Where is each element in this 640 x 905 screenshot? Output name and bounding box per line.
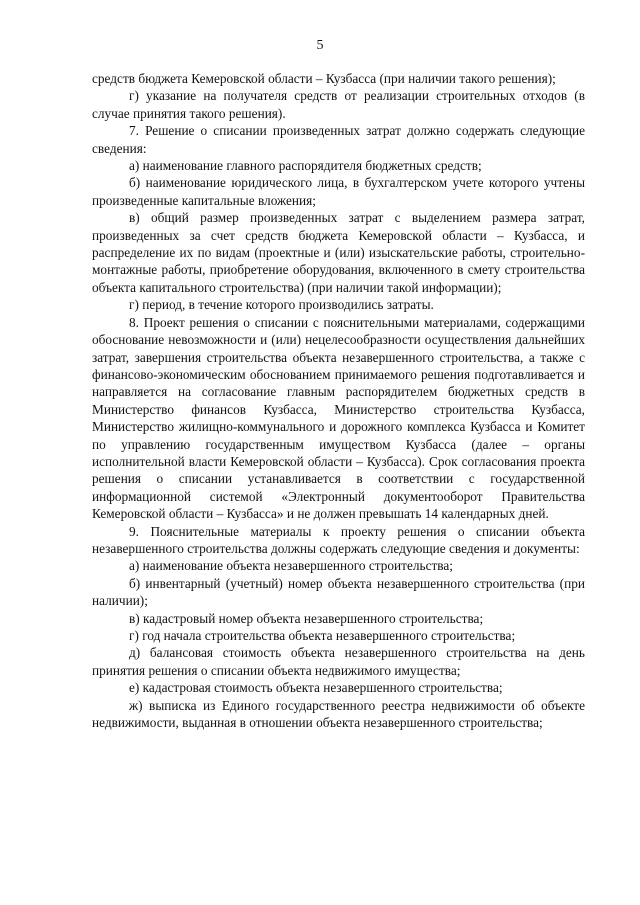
paragraph-9-b: б) инвентарный (учетный) номер объекта незавершенного строительства (при наличии);	[92, 575, 585, 609]
paragraph-9-d: д) балансовая стоимость объекта незавершенного строительства на день принятия решения о списании объекта недвижимого имущества;	[92, 645, 585, 678]
paragraph-9-a: а) наименование объекта незавершенного строительства;	[129, 558, 453, 574]
paragraph-7-v: в) общий размер произведенных затрат с выделением размера затрат, произведенных за счет средств бюджета Кемеровской области – Кузбасса, и распределение их по видам (проектные и (или) изыскательские работы, строительно-монтажные работы, приобретение оборудования, включенного в смету строительства объекта капитального строительства) (при наличии такой информации);	[92, 210, 585, 295]
paragraph-8: 8. Проект решения о списании с пояснительными материалами, содержащими обоснование невозможности и (или) нецелесообразности осуществления дальнейших затрат, завершения строительства объекта незавершенного строительства, а также с финансово-экономическим обоснованием принимаемого решения подготавливается и направляется на согласование главным распорядителем бюджетных средств в Министерство финансов Кузбасса, Министерство строительства Кузбасса, Министерство жилищно-коммунального и дорожного комплекса Кузбасса и Комитет по управлению государственным имуществом Кузбасса (далее – органы исполнительной власти Кемеровской области – Кузбасса). Срок согласования проекта решения о списании устанавливается в соответствии с государственной информационной системой «Электронный документооборот Правительства Кемеровской области – Кузбасса» и не должен превышать 14 календарных дней.	[92, 314, 585, 522]
paragraph-item-g-recipient: г) указание на получателя средств от реализации строительных отходов (в случае принятия такого решения).	[92, 88, 585, 121]
paragraph-9-e: е) кадастровая стоимость объекта незавершенного строительства;	[129, 680, 503, 696]
paragraph-7-b: б) наименование юридического лица, в бухгалтерском учете которого учтены произведенные капитальные вложения;	[92, 175, 585, 208]
paragraph-9-zh: ж) выписка из Единого государственного реестра недвижимости об объекте недвижимости, выданная в отношении объекта незавершенного строительства;	[92, 697, 585, 731]
paragraph-7: 7. Решение о списании произведенных затрат должно содержать следующие сведения:	[92, 123, 585, 156]
document-body	[92, 70, 585, 731]
paragraph-9-v: в) кадастровый номер объекта незавершенного строительства;	[129, 610, 484, 626]
paragraph-continuation: средств бюджета Кемеровской области – Кузбасса (при наличии такого решения);	[92, 71, 556, 86]
page-number: 5	[316, 38, 324, 53]
paragraph-9-g: г) год начала строительства объекта незавершенного строительства;	[129, 628, 516, 643]
paragraph-7-g: г) период, в течение которого производились затраты.	[129, 297, 434, 313]
paragraph-9: 9. Пояснительные материалы к проекту решения о списании объекта незавершенного строительства должны содержать следующие сведения и документы:	[92, 523, 585, 556]
paragraph-7-a: а) наименование главного распорядителя бюджетных средств;	[129, 158, 482, 174]
